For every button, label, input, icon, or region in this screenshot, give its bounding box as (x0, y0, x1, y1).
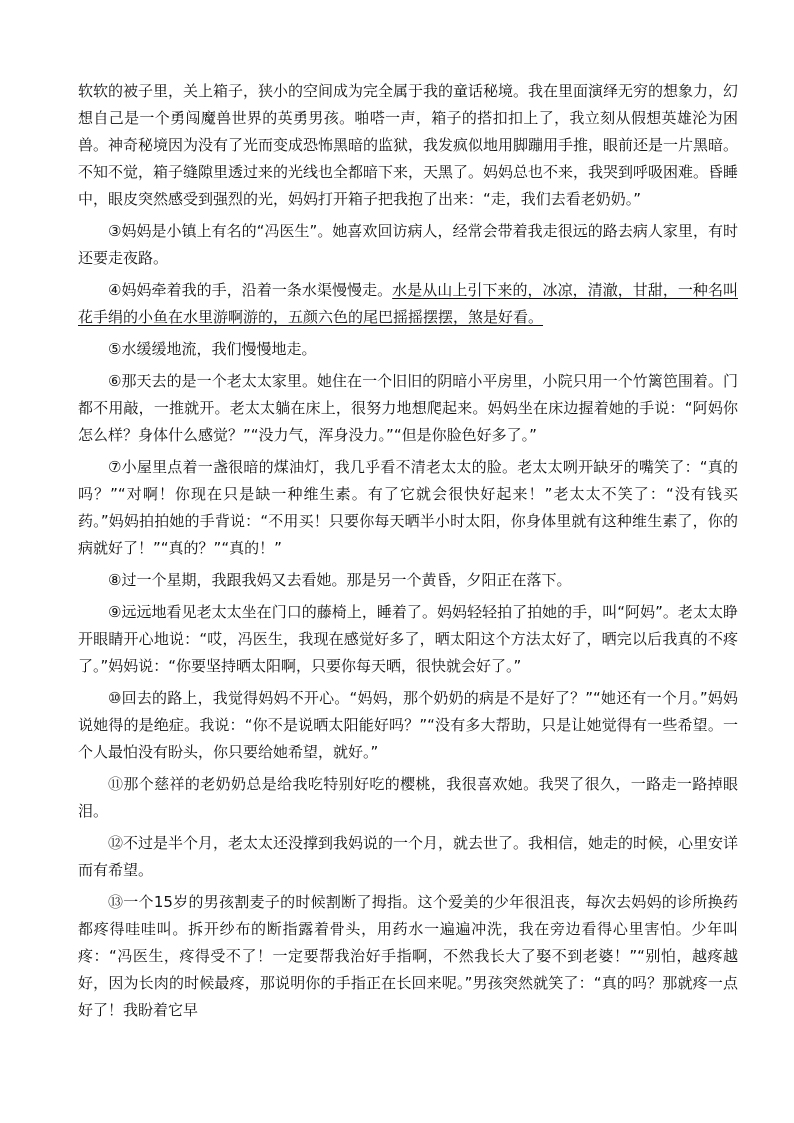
paragraph-4-lead: ④妈妈牵着我的手，沿着一条水渠慢慢走。 (108, 281, 393, 299)
paragraph-5: ⑤水缓缓地流，我们慢慢地走。 (108, 340, 317, 358)
paragraph-13: ⑬一个15岁的男孩割麦子的时候割断了拇指。这个爱美的少年很沮丧，每次去妈妈的诊所换药都疼得哇哇叫。拆开纱布的断指露着骨头，用药水一遍遍冲洗，我在旁边看得心里害怕。少年叫疼：“冯医生，疼得受不了！一定要帮我治好手指啊，不然我长大了娶不到老婆！”“别怕，越疼越好，因为长肉的时候最疼，那说明你的手指正在长回来呢。”男孩突然就笑了：“真的吗？那就疼一点好了！我盼着它早 (78, 893, 738, 1019)
paragraph-3: ③妈妈是小镇上有名的“冯医生”。她喜欢回访病人，经常会带着我走很远的路去病人家里，有时还要走夜路。 (78, 222, 738, 267)
paragraph-6: ⑥那天去的是一个老太太家里。她住在一个旧旧的阴暗小平房里，小院只用一个竹篱笆围着。门都不用敲，一推就开。老太太躺在床上，很努力地想爬起来。妈妈坐在床边握着她的手说：“阿妈你怎么样？身体什么感觉？”“没力气，浑身没力。”“但是你脸色好多了。” (78, 372, 738, 444)
article-body (78, 78, 738, 1029)
paragraph-12: ⑫不过是半个月，老太太还没撑到我妈说的一个月，就去世了。我相信，她走的时候，心里安详而有希望。 (78, 834, 739, 879)
paragraph-continued: 软软的被子里，关上箱子，狭小的空间成为完全属于我的童话秘境。我在里面演绎无穷的想象力，幻想自己是一个勇闯魔兽世界的英勇男孩。啪嗒一声，箱子的搭扣扣上了，我立刻从假想英雄沦为困兽。神奇秘境因为没有了光而变成恐怖黑暗的监狱，我发疯似地用脚蹦用手推，眼前还是一片黑暗。不知不觉，箱子缝隙里透过来的光线也全都暗下来，天黑了。妈妈总也不来，我哭到呼吸困难。昏睡中，眼皮突然感受到强烈的光，妈妈打开箱子把我抱了出来：“走，我们去看老奶奶。” (78, 82, 739, 208)
paragraph-11: ⑪那个慈祥的老奶奶总是给我吃特别好吃的樱桃，我很喜欢她。我哭了很久，一路走一路掉眼泪。 (78, 775, 738, 820)
paragraph-8: ⑧过一个星期，我跟我妈又去看她。那是另一个黄昏，夕阳正在落下。 (108, 571, 572, 589)
underlined-sentence: 水是从山上引下来的，冰凉，清澈，甘甜，一种名叫花手绢的小鱼在水里游啊游的，五颜六色的尾巴摇摇摆摆，煞是好看。 (78, 281, 738, 326)
paragraph-9: ⑨远远地看见老太太坐在门口的藤椅上，睡着了。妈妈轻轻拍了拍她的手，叫“阿妈”。老太太睁开眼睛开心地说：“哎，冯医生，我现在感觉好多了，晒太阳这个方法太好了，晒完以后我真的不疼了。”妈妈说：“你要坚持晒太阳啊，只要你每天晒，很快就会好了。” (78, 603, 738, 675)
paragraph-10: ⑩回去的路上，我觉得妈妈不开心。“妈妈，那个奶奶的病是不是好了？”“她还有一个月。”妈妈说她得的是绝症。我说：“你不是说晒太阳能好吗？”“没有多大帮助，只是让她觉得有一些希望。一个人最怕没有盼头，你只要给她希望，就好。” (78, 689, 738, 761)
paragraph-4 (78, 277, 738, 331)
paragraph-7: ⑦小屋里点着一盏很暗的煤油灯，我几乎看不清老太太的脸。老太太咧开缺牙的嘴笑了：“真的吗？”“对啊！你现在只是缺一种维生素。有了它就会很快好起来！”老太太不笑了：“没有钱买药。”妈妈拍拍她的手背说：“不用买！只要你每天晒半小时太阳，你身体里就有这种维生素了，你的病就好了！”“真的？”“真的！” (78, 458, 738, 557)
